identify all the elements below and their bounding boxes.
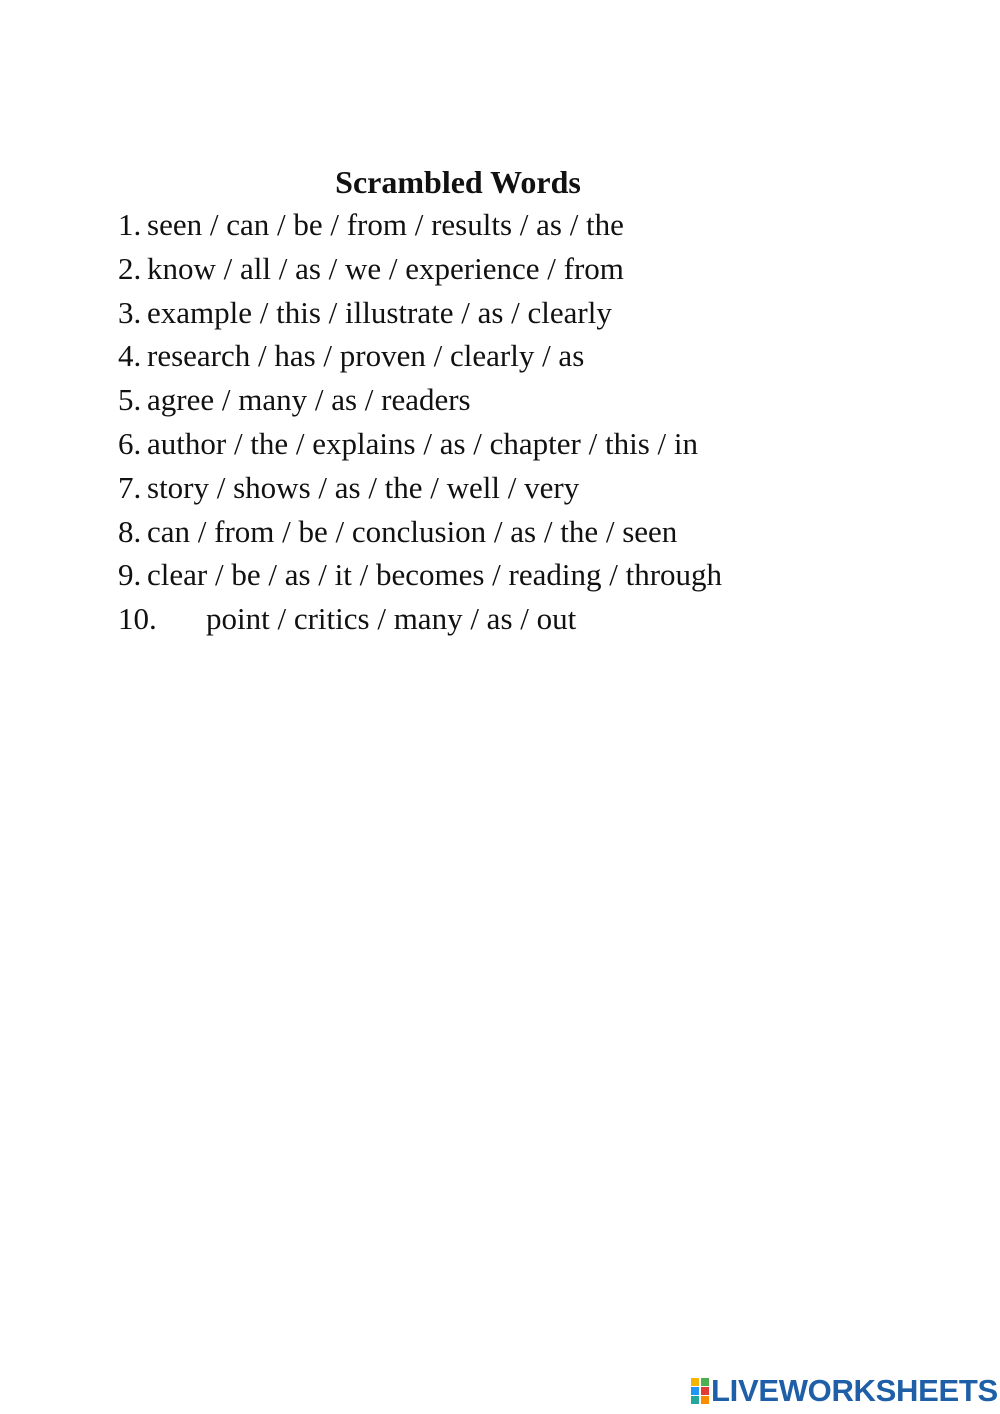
item-text: research / has / proven / clearly / as — [147, 338, 585, 374]
item-text: seen / can / be / from / results / as / the — [147, 207, 624, 242]
list-item — [118, 291, 722, 335]
list-item — [118, 334, 722, 378]
item-text: example / this / illustrate / as / clearly — [147, 294, 612, 330]
list-item — [118, 510, 722, 554]
item-text: know / all / as / we / experience / from — [147, 250, 624, 286]
brand-name: LIVEWORKSHEETS — [711, 1373, 998, 1408]
list-item — [118, 203, 722, 247]
item-number: 7. — [118, 469, 142, 505]
list-item — [118, 466, 722, 510]
list-item — [118, 247, 722, 291]
item-number: 5. — [118, 382, 142, 418]
item-number: 8. — [118, 513, 142, 549]
liveworksheets-logo-icon — [691, 1378, 709, 1404]
item-number: 1. — [118, 207, 142, 242]
item-text: story / shows / as / the / well / very — [147, 469, 580, 505]
item-number: 4. — [118, 338, 142, 374]
item-number: 3. — [118, 294, 142, 330]
page-title: Scrambled Words — [335, 164, 581, 200]
item-text: can / from / be / conclusion / as / the / seen — [147, 513, 678, 549]
item-text: author / the / explains / as / chapter / this / in — [147, 425, 698, 461]
item-text: point / critics / many / as / out — [206, 601, 577, 637]
item-number: 2. — [118, 250, 142, 286]
list-item — [118, 422, 722, 466]
item-number: 9. — [118, 557, 142, 593]
item-number: 10. — [118, 601, 157, 637]
scrambled-words-list — [118, 203, 722, 641]
list-item — [118, 553, 722, 597]
item-text: clear / be / as / it / becomes / reading / through — [147, 557, 723, 593]
item-number: 6. — [118, 425, 142, 461]
liveworksheets-brand[interactable] — [691, 1371, 998, 1411]
list-item — [118, 378, 722, 422]
item-text: agree / many / as / readers — [147, 382, 471, 418]
list-item — [118, 597, 722, 641]
